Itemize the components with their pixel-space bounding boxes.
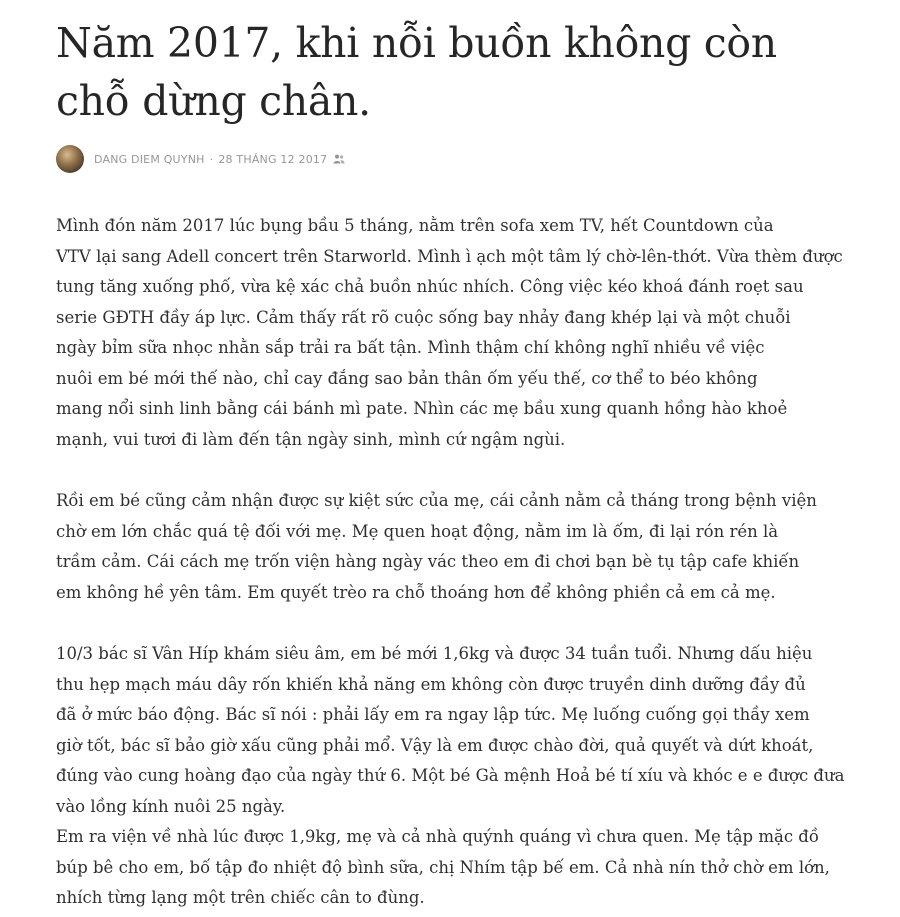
paragraph-3: 10/3 bác sĩ Vân Híp khám siêu âm, em bé mới 1,6kg và được 34 tuần tuổi. Nhưng dấu hiệu thu hẹp mạch máu dây rốn khiến khả năng em không còn được truyền dinh dưỡng đầy đủ đã ở mức báo động. Bác sĩ nói : phải lấy em ra ngay lập tức. Mẹ luống cuống gọi thầy xem giờ tốt, bác sĩ bảo giờ xấu cũng phải mổ. Vậy là em được chào đời, quả quyết và dứt khoát, đúng vào cung hoàng đạo của ngày thứ 6. Một bé Gà mệnh Hoả bé tí xíu và khóc e e được đưa vào lồng kính nuôi 25 ngày. Em ra viện về nhà lúc được 1,9kg, mẹ và cả nhà quýnh quáng vì chưa quen. Mẹ tập mặc đồ búp bê cho em, bố tập đo nhiệt độ bình sữa, chị Nhím tập bế em. Cả nhà nín thở chờ em lớn, nhích từng lạng một trên chiếc cân to đùng. [56,644,845,907]
paragraph-2: Rồi em bé cũng cảm nhận được sự kiệt sức của mẹ, cái cảnh nằm cả tháng trong bệnh viện chờ em lớn chắc quá tệ đối với mẹ. Mẹ quen hoạt động, nằm im là ốm, đi lại rón rén là trầm cảm. Cái cách mẹ trốn viện hàng ngày vác theo em đi chơi bạn bè tụ tập cafe khiến em không hề yên tâm. Em quyết trèo ra chỗ thoáng hơn để không phiền cả em cả mẹ. [56,491,817,602]
paragraph-1: Mình đón năm 2017 lúc bụng bầu 5 tháng, nằm trên sofa xem TV, hết Countdown của VTV lại sang Adell concert trên Starworld. Mình ì ạch một tâm lý chờ-lên-thớt. Vừa thèm được tung tăng xuống phố, vừa kệ xác chả buồn nhúc nhích. Công việc kéo khoá đánh roẹt sau serie GĐTH đầy áp lực. Cảm thấy rất rõ cuộc sống bay nhảy đang khép lại và một chuỗi ngày bỉm sữa nhọc nhằn sắp trải ra bất tận. Mình thậm chí không nghĩ nhiều về việc nuôi em bé mới thế nào, chỉ cay đắng sao bản thân ốm yếu thế, cơ thể to béo không mang nổi sinh linh bằng cái bánh mì pate. Nhìn các mẹ bầu xung quanh hồng hào khoẻ mạnh, vui tươi đi làm đến tận ngày sinh, mình cứ ngậm ngùi. [56,216,843,449]
article [56,0,856,914]
paragraph-gap [56,455,856,486]
byline [56,144,856,174]
article-title: Năm 2017, khi nỗi buồn không còn chỗ dừng chân. [56,19,777,125]
publish-date[interactable]: 28 THÁNG 12 2017 [218,152,328,166]
article-body [56,211,856,914]
people-icon [333,154,345,164]
author-avatar[interactable] [56,145,84,173]
paragraph-gap [56,608,856,639]
meta-separator: · [209,152,214,166]
author-name[interactable]: DANG DIEM QUYNH [94,152,205,166]
